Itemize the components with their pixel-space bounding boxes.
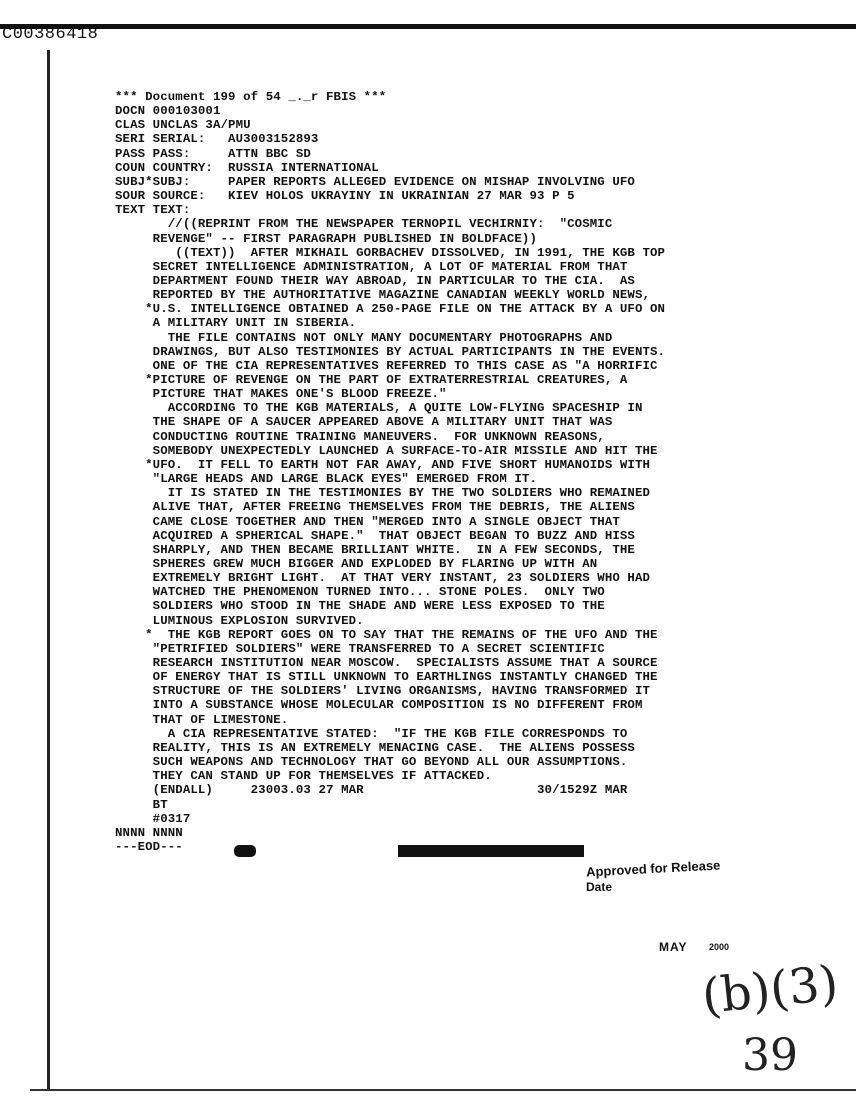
text-line: SOLDIERS WHO STOOD IN THE SHADE AND WERE LESS EXPOSED TO THE	[115, 599, 605, 614]
text-line: REVENGE" -- FIRST PARAGRAPH PUBLISHED IN BOLDFACE))	[115, 231, 537, 246]
text-line: DEPARTMENT FOUND THEIR WAY ABROAD, IN PARTICULAR TO THE CIA. AS	[115, 273, 635, 288]
stamp-year: 2000	[709, 942, 730, 952]
text-line: TEXT TEXT:	[115, 203, 191, 218]
text-line: OF ENERGY THAT IS STILL UNKNOWN TO EARTHLINGS INSTANTLY CHANGED THE	[115, 670, 658, 685]
text-line: RESEARCH INSTITUTION NEAR MOSCOW. SPECIALISTS ASSUME THAT A SOURCE	[115, 656, 658, 670]
text-line: LUMINOUS EXPLOSION SURVIVED.	[115, 613, 364, 628]
text-line: WATCHED THE PHENOMENON TURNED INTO... STONE POLES. ONLY TWO	[115, 585, 605, 600]
stamp-date-label: Date	[586, 880, 613, 894]
text-line: ACQUIRED A SPHERICAL SHAPE." THAT OBJECT BEGAN TO BUZZ AND HISS	[115, 528, 635, 543]
text-line: THAT OF LIMESTONE.	[115, 712, 289, 727]
text-line: STRUCTURE OF THE SOLDIERS' LIVING ORGANISMS, HAVING TRANSFORMED IT	[115, 684, 651, 699]
text-line: SOMEBODY UNEXPECTEDLY LAUNCHED A SURFACE-TO-AIR MISSILE AND HIT THE	[115, 443, 658, 458]
text-line: SUBJ*SUBJ: PAPER REPORTS ALLEGED EVIDENCE ON MISHAP INVOLVING UFO	[115, 174, 635, 189]
text-line: ACCORDING TO THE KGB MATERIALS, A QUITE LOW-FLYING SPACESHIP IN	[115, 401, 643, 416]
text-line: CONDUCTING ROUTINE TRAINING MANEUVERS. FOR UNKNOWN REASONS,	[115, 429, 605, 444]
text-line: COUN COUNTRY: RUSSIA INTERNATIONAL	[115, 160, 379, 175]
text-line: *PICTURE OF REVENGE ON THE PART OF EXTRATERRESTRIAL CREATURES, A	[115, 373, 628, 387]
text-line: THEY CAN STAND UP FOR THEMSELVES IF ATTACKED.	[115, 769, 492, 784]
text-line: PICTURE THAT MAKES ONE'S BLOOD FREEZE."	[115, 387, 447, 402]
text-line: SUCH WEAPONS AND TECHNOLOGY THAT GO BEYOND ALL OUR ASSUMPTIONS.	[115, 755, 628, 770]
left-margin-rule	[47, 50, 50, 1090]
bottom-border-rule	[30, 1089, 856, 1091]
document-id: C00386418	[2, 25, 99, 44]
approved-for-release-stamp: Approved for Release	[585, 857, 721, 880]
text-line: PASS PASS: ATTN BBC SD	[115, 146, 311, 161]
text-line: DOCN 000103001	[115, 104, 221, 119]
text-line: THE SHAPE OF A SAUCER APPEARED ABOVE A MILITARY UNIT THAT WAS	[115, 415, 613, 430]
text-line: //((REPRINT FROM THE NEWSPAPER TERNOPIL VECHIRNIY: "COSMIC	[115, 217, 613, 232]
text-line: SPHERES GREW MUCH BIGGER AND EXPLODED BY FLARING UP WITH AN	[115, 556, 598, 571]
text-line: *UFO. IT FELL TO EARTH NOT FAR AWAY, AND FIVE SHORT HUMANOIDS WITH	[115, 457, 651, 472]
text-line: DRAWINGS, BUT ALSO TESTIMONIES BY ACTUAL PARTICIPANTS IN THE EVENTS.	[115, 344, 666, 359]
text-line: IT IS STATED IN THE TESTIMONIES BY THE TWO SOLDIERS WHO REMAINED	[115, 486, 651, 501]
text-line: *** Document 199 of 54 _._r FBIS ***	[115, 90, 387, 104]
text-line: "LARGE HEADS AND LARGE BLACK EYES" EMERGED FROM IT.	[115, 472, 537, 487]
redaction-bar	[234, 845, 256, 857]
text-line: REALITY, THIS IS AN EXTREMELY MENACING CASE. THE ALIENS POSSESS	[115, 740, 635, 755]
text-line: A CIA REPRESENTATIVE STATED: "IF THE KGB FILE CORRESPONDS TO	[115, 726, 628, 741]
text-line: *U.S. INTELLIGENCE OBTAINED A 250-PAGE FILE ON THE ATTACK BY A UFO ON	[115, 302, 666, 317]
text-line: SERI SERIAL: AU3003152893	[115, 132, 319, 147]
text-line: ALIVE THAT, AFTER FREEING THEMSELVES FROM THE DEBRIS, THE ALIENS	[115, 500, 635, 515]
handwritten-exemption-note: (b)(3)	[699, 955, 841, 1025]
text-line: ---EOD---	[115, 839, 183, 854]
text-line: SECRET INTELLIGENCE ADMINISTRATION, A LOT OF MATERIAL FROM THAT	[115, 259, 628, 274]
text-line: REPORTED BY THE AUTHORITATIVE MAGAZINE CANADIAN WEEKLY WORLD NEWS,	[115, 288, 651, 303]
text-line: ((TEXT)) AFTER MIKHAIL GORBACHEV DISSOLVED, IN 1991, THE KGB TOP	[115, 245, 666, 260]
text-line: (ENDALL) 23003.03 27 MAR 30/1529Z MAR	[115, 783, 628, 798]
text-line: SHARPLY, AND THEN BECAME BRILLIANT WHITE. IN A FEW SECONDS, THE	[115, 542, 635, 557]
text-line: #0317	[115, 811, 191, 826]
text-line: EXTREMELY BRIGHT LIGHT. AT THAT VERY INSTANT, 23 SOLDIERS WHO HAD	[115, 571, 651, 586]
top-border-rule	[0, 24, 856, 29]
text-line: SOUR SOURCE: KIEV HOLOS UKRAYINY IN UKRAINIAN 27 MAR 93 P 5	[115, 189, 575, 204]
text-line: BT	[115, 797, 168, 812]
text-line: NNNN NNNN	[115, 825, 183, 840]
text-line: ONE OF THE CIA REPRESENTATIVES REFERRED TO THIS CASE AS "A HORRIFIC	[115, 358, 658, 373]
text-line: CLAS UNCLAS 3A/PMU	[115, 118, 251, 133]
handwritten-page-number: 39	[742, 1030, 798, 1081]
stamp-month: MAY	[659, 940, 688, 954]
text-line: THE FILE CONTAINS NOT ONLY MANY DOCUMENTARY PHOTOGRAPHS AND	[115, 330, 613, 345]
text-line: A MILITARY UNIT IN SIBERIA.	[115, 316, 357, 331]
text-line: INTO A SUBSTANCE WHOSE MOLECULAR COMPOSITION IS NO DIFFERENT FROM	[115, 698, 643, 713]
text-line: "PETRIFIED SOLDIERS" WERE TRANSFERRED TO A SECRET SCIENTIFIC	[115, 641, 605, 656]
redaction-bar	[398, 845, 584, 857]
text-line: * THE KGB REPORT GOES ON TO SAY THAT THE REMAINS OF THE UFO AND THE	[115, 627, 658, 642]
text-line: CAME CLOSE TOGETHER AND THEN "MERGED INTO A SINGLE OBJECT THAT	[115, 514, 620, 529]
